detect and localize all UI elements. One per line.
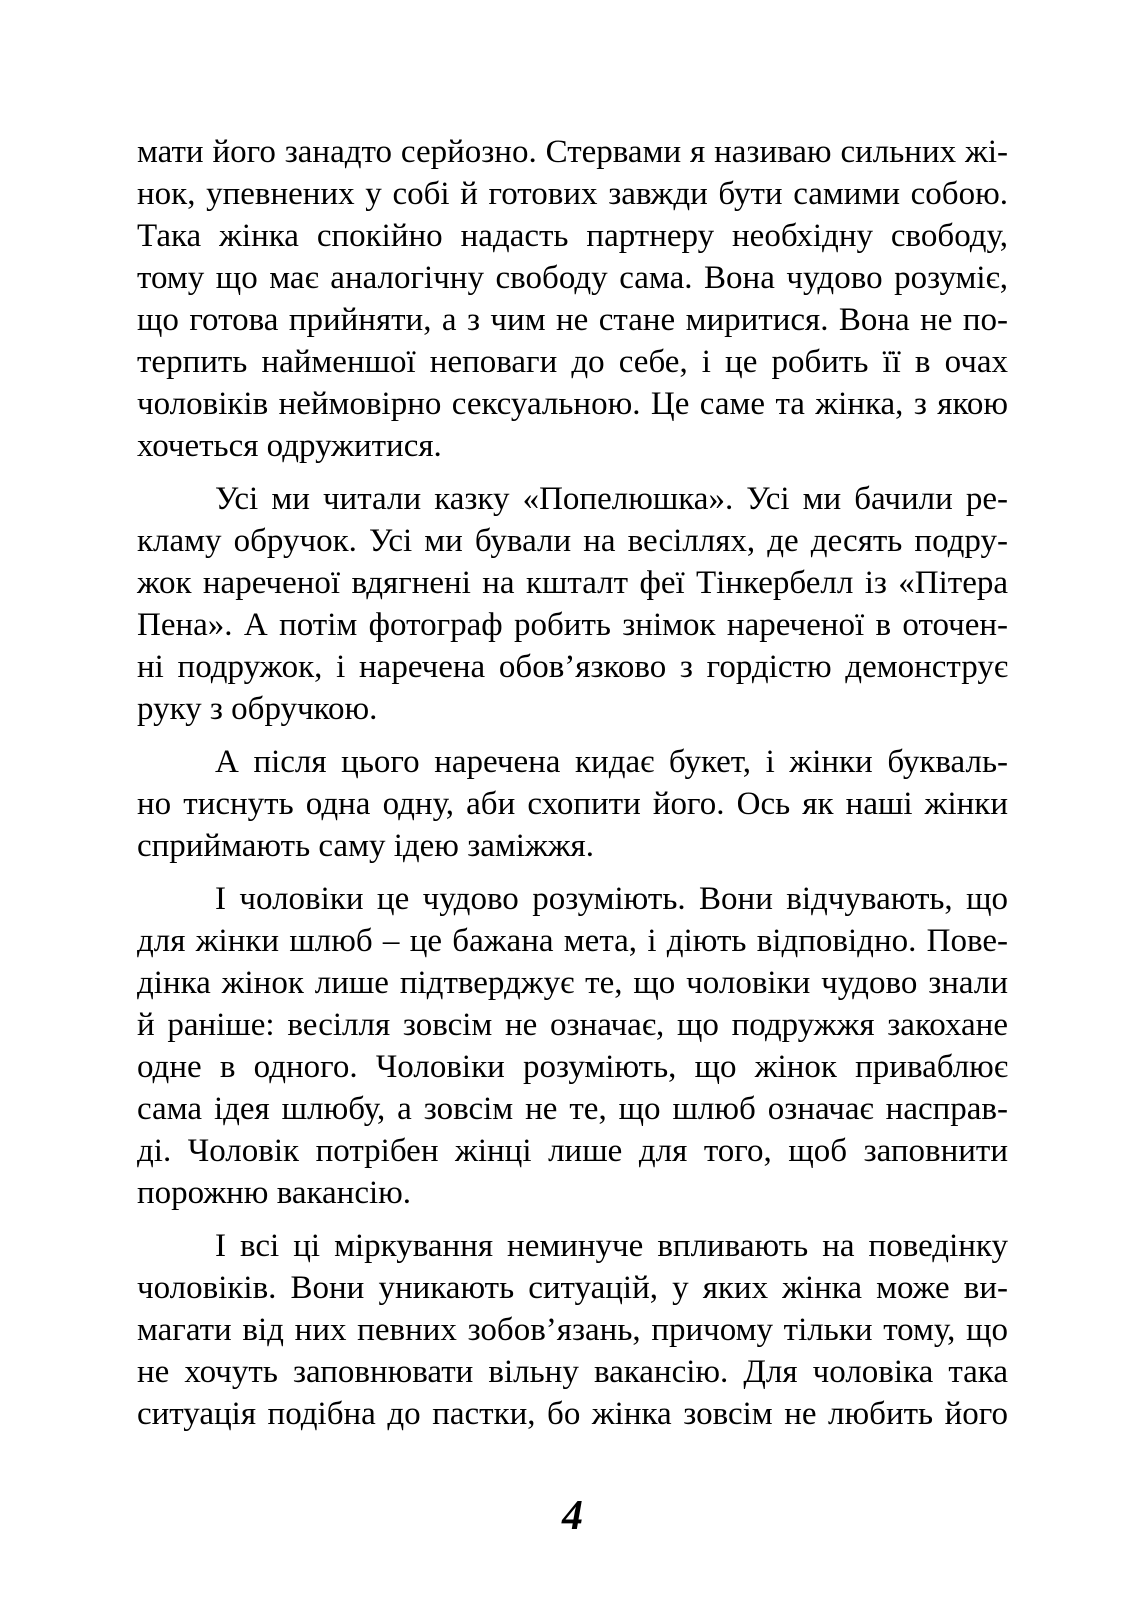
text-line: одне в одного. Чоловіки розуміють, що жінок приваблює (137, 1049, 1008, 1085)
text-line: хочеться одружитися. (137, 428, 442, 464)
text-line: Пена». А потім фотограф робить знімок нареченої в оточен- (137, 607, 1008, 643)
text-line: мати його занадто серйозно. Стервами я називаю сильних жі- (137, 134, 1008, 170)
text-line: руку з обручкою. (137, 691, 378, 727)
text-line: кламу обручок. Усі ми бували на весіллях, де десять подру- (137, 523, 1008, 559)
text-line: тому що має аналогічну свободу сама. Вона чудово розуміє, (137, 260, 1008, 296)
page-text-block (137, 131, 1008, 1435)
text-line: Така жінка спокійно надасть партнеру необхідну свободу, (137, 218, 1008, 254)
text-line: порожню вакансію. (137, 1175, 412, 1211)
paragraph (137, 1225, 1008, 1435)
text-line: нок, упевнених у собі й готових завжди бути самими собою. (137, 176, 1008, 212)
text-line: не хочуть заповнювати вільну вакансію. Для чоловіка така (137, 1354, 1008, 1390)
paragraph (137, 478, 1008, 730)
text-line: А після цього наречена кидає букет, і жінки букваль- (215, 744, 1008, 780)
page-number: 4 (562, 1493, 583, 1539)
text-line: ді. Чоловік потрібен жінці лише для того, щоб заповнити (137, 1133, 1008, 1169)
text-line: ситуація подібна до пастки, бо жінка зовсім не любить його (137, 1396, 1008, 1432)
text-line: сама ідея шлюбу, а зовсім не те, що шлюб означає насправ- (137, 1091, 1008, 1127)
text-line: І всі ці міркування неминуче впливають на поведінку (215, 1228, 1008, 1264)
text-line: ні подружок, і наречена обов’язково з гордістю демонструє (137, 649, 1008, 685)
text-line: чоловіків неймовірно сексуальною. Це саме та жінка, з якою (137, 386, 1008, 422)
text-line: чоловіків. Вони уникають ситуацій, у яких жінка може ви- (137, 1270, 1008, 1306)
text-line: жок нареченої вдягнені на кшталт феї Тінкербелл із «Пітера (137, 565, 1008, 601)
text-line: І чоловіки це чудово розуміють. Вони відчувають, що (215, 881, 1008, 917)
text-line: но тиснуть одна одну, аби схопити його. Ось як наші жінки (137, 786, 1008, 822)
text-line: терпить найменшої неповаги до себе, і це робить її в очах (137, 344, 1008, 380)
text-line: сприймають саму ідею заміжжя. (137, 828, 594, 864)
text-line: для жінки шлюб – це бажана мета, і діють відповідно. Пове- (137, 923, 1008, 959)
text-line: Усі ми читали казку «Попелюшка». Усі ми бачили ре- (215, 481, 1008, 517)
paragraph (137, 878, 1008, 1214)
text-line: що готова прийняти, а з чим не стане миритися. Вона не по- (137, 302, 1008, 338)
paragraph (137, 741, 1008, 867)
text-line: дінка жінок лише підтверджує те, що чоловіки чудово знали (137, 965, 1008, 1001)
text-line: магати від них певних зобов’язань, причому тільки тому, що (137, 1312, 1008, 1348)
text-line: й раніше: весілля зовсім не означає, що подружжя закохане (137, 1007, 1008, 1043)
paragraph (137, 131, 1008, 467)
